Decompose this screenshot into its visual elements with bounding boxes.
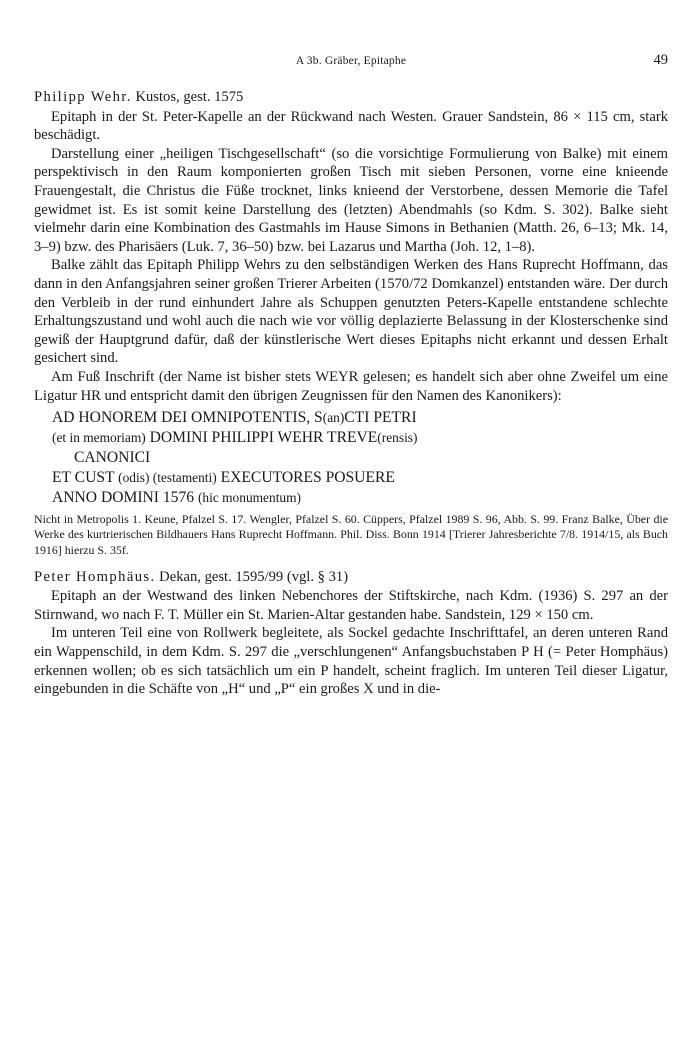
inscription-text: ANNO DOMINI 1576 <box>52 489 198 507</box>
entry-heading-homphaeus <box>34 568 668 587</box>
paragraph: Darstellung einer „heiligen Tischgesellschaft“ (so die vorsichtige Formulierung von Balke) mit einem perspektivisch in den Raum komponierten großen Tisch mit sieben Personen, vorne eine knieende Frauengestalt, die Christus die Füße trocknet, links knieend der Verstorbene, dessen Memorie die Tafel gewidmet ist. Es ist somit keine Darstellung des (letzten) Abendmahls (so Kdm. S. 302). Balke sieht vielmehr darin eine Kombination des Gastmahls im Hause Simons in Bethanien (Matth. 26, 6–13; Mk. 14, 3–9) bzw. des Pharisäers (Luk. 7, 36–50) bzw. bei Lazarus und Martha (Joh. 12, 1–8). <box>34 145 668 255</box>
inscription-expansion: (et in memoriam) <box>52 430 146 446</box>
running-head: A 3b. Gräber, Epitaphe <box>295 55 407 67</box>
paragraph: Epitaph in der St. Peter-Kapelle an der Rückwand nach Westen. Grauer Sandstein, 86 × 115 cm, stark beschädigt. <box>34 108 668 144</box>
inscription-text: ET CUST <box>52 469 119 487</box>
entry-title: Dekan, gest. 1595/99 (vgl. § 31) <box>155 568 349 585</box>
inscription-expansion: (rensis) <box>377 430 418 446</box>
inscription-expansion: (an) <box>322 410 345 426</box>
paragraph: Am Fuß Inschrift (der Name ist bisher stets WEYR gelesen; es handelt sich aber ohne Zweifel um eine Ligatur HR und entspricht damit den übrigen Zeugnissen für den Namen des Kanonikers): <box>34 368 668 404</box>
inscription-line <box>52 428 668 448</box>
page-number: 49 <box>653 52 668 68</box>
inscription-line <box>52 448 668 468</box>
inscription-text: DOMINI PHILIPPI WEHR TREVE <box>145 429 378 447</box>
entry-title: Kustos, gest. 1575 <box>131 89 244 105</box>
entry-name: Peter Homphäus. <box>34 568 156 585</box>
inscription-text: AD HONOREM DEI OMNIPOTENTIS, S <box>52 409 323 427</box>
inscription-line <box>52 468 668 488</box>
paragraph: Epitaph an der Westwand des linken Nebenchores der Stiftskirche, nach Kdm. (1936) S. 297 an der Stirnwand, wo nach F. T. Müller ein St. Marien-Altar gestanden habe. Sandstein, 129 × 150 cm. <box>34 588 668 623</box>
page-body <box>34 88 668 699</box>
entry-name: Philipp Wehr. <box>34 89 132 105</box>
inscription-expansion: (hic monumentum) <box>197 490 301 506</box>
entry-heading-wehr <box>34 88 668 107</box>
inscription-block <box>34 408 668 508</box>
paragraph: Balke zählt das Epitaph Philipp Wehrs zu den selbständigen Werken des Hans Ruprecht Hoffmann, das dann in den Anfangsjahren seiner großen Trierer Arbeiten (1570/72 Domkanzel) entstanden wäre. Der durch den Verbleib in der rund einhundert Jahre als Schuppen genutzten Peters-Kapelle entstandene schlechte Erhaltungszustand und wohl auch die nach wie vor völlig deplazierte Belassung in der Klosterschenke sind gewiß der Hauptgrund dafür, daß der künstlerische Wert dieses Epitaphs nicht erkannt und dessen Erhalt gesichert sind. <box>34 257 668 367</box>
inscription-line <box>52 488 668 508</box>
inscription-text: EXECUTORES POSUERE <box>216 469 395 487</box>
inscription-text: CANONICI <box>74 449 151 467</box>
page-header <box>34 52 668 72</box>
bibliography-note: Nicht in Metropolis 1. Keune, Pfalzel S. 17. Wengler, Pfalzel S. 60. Cüppers, Pfalzel 1989 S. 96, Abb. S. 99. Franz Balke, Über die Werke des kurtrierischen Bildhauers Hans Ruprecht Hoffmann. Phil. Diss. Bonn 1914 [Trierer Jahresberichte 7/8. 1914/15, als Buch 1916] hierzu S. 35f. <box>34 512 668 557</box>
inscription-text: CTI PETRI <box>344 409 417 427</box>
paragraph: Im unteren Teil eine von Rollwerk begleitete, als Sockel gedachte Inschrifttafel, an deren unteren Rand ein Wappenschild, in dem Kdm. S. 297 die „verschlungenen“ Anfangsbuchstaben P H (= Peter Homphäus) erkennen wollen; ob es sich tatsächlich um ein P handelt, scheint fraglich. Im unteren Teil dieser Ligatur, eingebunden in die Schäfte von „H“ und „P“ ein großes X und in die- <box>34 625 668 698</box>
inscription-expansion: (odis) (testamenti) <box>118 470 217 486</box>
inscription-line <box>52 408 668 428</box>
